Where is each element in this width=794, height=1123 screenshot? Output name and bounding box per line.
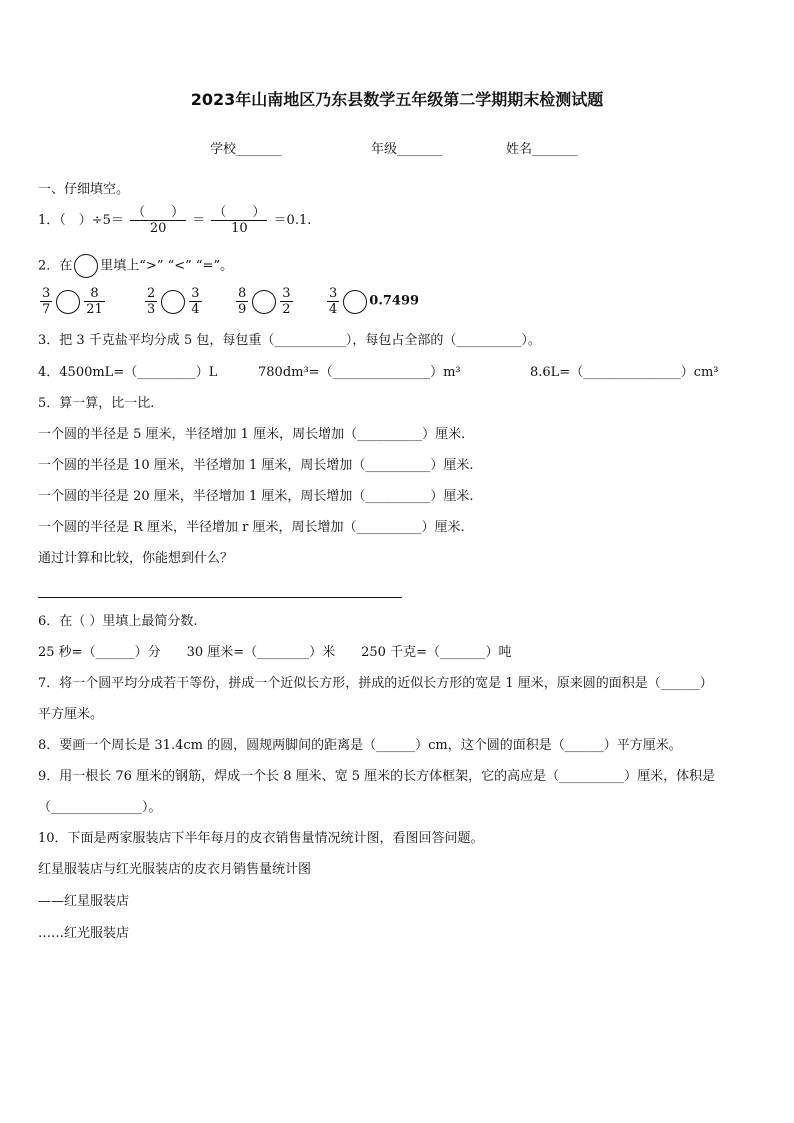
question-5-line-4: 一个圆的半径是 R 厘米，半径增加 r 厘米，周长增加（__________）厘米. bbox=[38, 520, 465, 535]
denominator: 3 bbox=[147, 302, 156, 317]
q2-item-2 bbox=[143, 286, 204, 317]
q2-item2-left-fraction bbox=[145, 286, 157, 317]
denominator: 9 bbox=[238, 302, 247, 317]
numerator: 2 bbox=[147, 286, 156, 301]
q1-fraction-2 bbox=[211, 205, 267, 236]
question-7-line-2: 平方厘米。 bbox=[38, 707, 104, 722]
denominator: 2 bbox=[282, 302, 291, 317]
question-6-body: 25 秒=（______）分 30 厘米=（________）米 250 千克=（_______）吨 bbox=[38, 645, 512, 660]
question-5-heading: 5．算一算，比一比. bbox=[38, 396, 155, 411]
question-1 bbox=[38, 203, 311, 239]
question-5-prompt: 通过计算和比较，你能想到什么？ bbox=[38, 551, 234, 566]
q1-fraction-1 bbox=[130, 205, 186, 236]
school-field[interactable]: 学校_______ bbox=[210, 142, 282, 157]
numerator: 3 bbox=[191, 286, 200, 301]
question-4-part-a: 4．4500mL=（_________）L bbox=[38, 365, 218, 380]
denominator: 21 bbox=[86, 302, 103, 317]
q1-frac2-denominator: 10 bbox=[231, 221, 248, 236]
q2-item3-right-fraction bbox=[280, 286, 292, 317]
q2-item-3 bbox=[234, 286, 295, 317]
circle-icon bbox=[74, 254, 98, 278]
numerator: 8 bbox=[84, 286, 105, 302]
legend-solid-line: ——红星服装店 bbox=[38, 894, 130, 909]
q2-item2-right-fraction bbox=[189, 286, 201, 317]
question-5-line-1: 一个圆的半径是 5 厘米，半径增加 1 厘米，周长增加（__________）厘米. bbox=[38, 427, 466, 442]
answer-line[interactable] bbox=[38, 597, 402, 598]
q2-item-1 bbox=[38, 286, 107, 317]
question-5-line-2: 一个圆的半径是 10 厘米，半径增加 1 厘米，周长增加（__________）厘米. bbox=[38, 458, 474, 473]
question-9-line-2: （______________）。 bbox=[38, 800, 162, 815]
q2-item4-left-fraction bbox=[327, 286, 339, 317]
compare-circle[interactable] bbox=[161, 290, 185, 314]
page-title: 2023年山南地区乃东县数学五年级第二学期期末检测试题 bbox=[190, 90, 604, 109]
q2-prefix: 2．在 bbox=[38, 258, 73, 274]
grade-field[interactable]: 年级_______ bbox=[371, 142, 443, 157]
q2-item4-decimal: 0.7499 bbox=[369, 293, 420, 309]
q1-frac1-denominator: 20 bbox=[149, 221, 167, 236]
question-4-part-b: 780dm³=（_______________）m³ bbox=[258, 365, 461, 380]
question-4-part-c: 8.6L=（_______________）cm³ bbox=[530, 365, 719, 380]
question-7-line-1: 7．将一个圆平均分成若干等份，拼成一个近似长方形，拼成的近似长方形的宽是 1 厘米，原来圆的面积是（______） bbox=[38, 676, 713, 691]
q2-item1-left-fraction bbox=[40, 286, 52, 317]
q2-item1-right-fraction bbox=[84, 286, 105, 317]
question-9-line-1: 9．用一根长 76 厘米的钢筋，焊成一个长 8 厘米、宽 5 厘米的长方体框架，它的高应是（__________）厘米，体积是 bbox=[38, 769, 716, 784]
compare-circle[interactable] bbox=[56, 290, 80, 314]
denominator: 4 bbox=[329, 302, 338, 317]
question-10-heading: 10．下面是两家服装店下半年每月的皮衣销售量情况统计图，看图回答问题。 bbox=[38, 831, 484, 846]
compare-circle[interactable] bbox=[252, 290, 276, 314]
numerator: 3 bbox=[282, 286, 291, 301]
name-field[interactable]: 姓名_______ bbox=[506, 142, 578, 157]
section-heading: 一、仔细填空。 bbox=[38, 182, 130, 197]
q1-suffix: ＝0.1. bbox=[273, 213, 312, 228]
q1-equals: ＝ bbox=[192, 213, 206, 228]
numerator: 8 bbox=[238, 286, 247, 301]
q1-frac2-numerator[interactable]: （ ） bbox=[213, 205, 266, 220]
legend-dotted-line: ……红光服装店 bbox=[38, 926, 130, 941]
question-3: 3．把 3 千克盐平均分成 5 包，每包重（___________），每包占全部的（__________）。 bbox=[38, 333, 541, 348]
question-5-line-3: 一个圆的半径是 20 厘米，半径增加 1 厘米，周长增加（__________）厘米. bbox=[38, 489, 474, 504]
numerator: 3 bbox=[329, 286, 338, 301]
q2-suffix: 里填上“>” “<” “=”。 bbox=[100, 258, 234, 274]
q2-item3-left-fraction bbox=[236, 286, 248, 317]
compare-circle[interactable] bbox=[343, 290, 367, 314]
denominator: 4 bbox=[191, 302, 200, 317]
q1-prefix: 1．（ ）÷5＝ bbox=[38, 213, 124, 228]
chart-title: 红星服装店与红光服装店的皮衣月销售量统计图 bbox=[38, 862, 312, 877]
denominator: 7 bbox=[42, 302, 51, 317]
question-8: 8．要画一个周长是 31.4cm 的圆，圆规两脚间的距离是（______）cm，这个圆的面积是（______）平方厘米。 bbox=[38, 738, 682, 753]
q2-item-4 bbox=[325, 286, 419, 317]
q1-frac1-numerator[interactable]: （ ） bbox=[132, 205, 185, 220]
question-6-heading: 6．在（ ）里填上最简分数. bbox=[38, 614, 198, 629]
numerator: 3 bbox=[42, 286, 51, 301]
question-2 bbox=[38, 254, 233, 278]
